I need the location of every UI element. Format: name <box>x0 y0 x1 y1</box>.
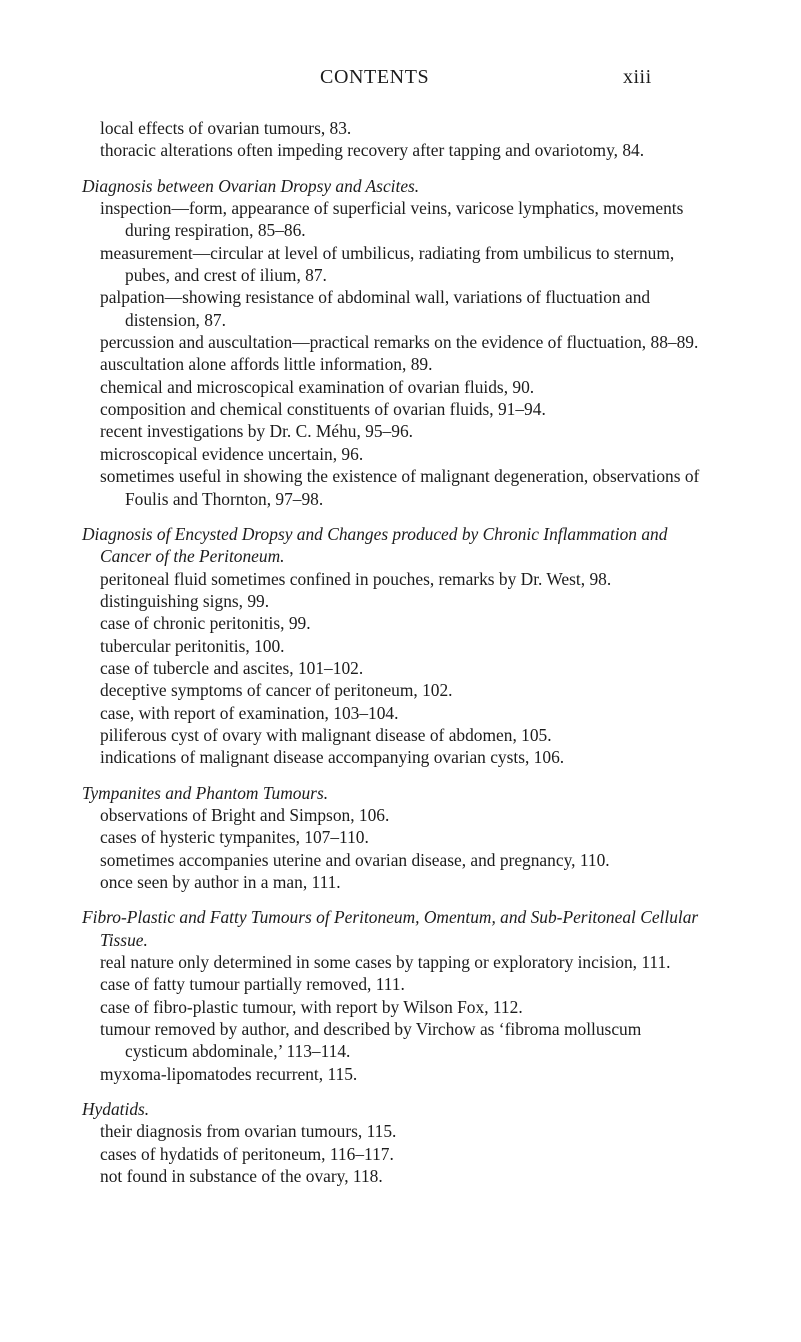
entry: microscopical evidence uncertain, 96. <box>100 443 364 464</box>
section-ovarian-dropsy-ascites <box>82 175 700 510</box>
entry: composition and chemical constituents of ovarian fluids, 91–94. <box>100 399 546 420</box>
entry: myxoma-lipomatodes recurrent, 115. <box>100 1063 358 1084</box>
entry: piliferous cyst of ovary with malignant disease of abdomen, 105. <box>100 724 552 745</box>
entry: observations of Bright and Simpson, 106. <box>100 804 390 825</box>
entry: thoracic alterations often impeding recovery after tapping and ovariotomy, 84. <box>100 140 645 161</box>
section-encysted-dropsy <box>82 523 700 769</box>
entry: auscultation alone affords little information, 89. <box>100 354 433 375</box>
entry: not found in substance of the ovary, 118. <box>100 1166 383 1187</box>
entry: case of chronic peritonitis, 99. <box>100 613 311 634</box>
entry: case of fatty tumour partially removed, 111. <box>100 974 405 995</box>
entry: tumour removed by author, and described by Virchow as ‘fibroma molluscum cysticum abdominale,’ 113–114. <box>100 1019 642 1062</box>
contents-body <box>82 117 700 1187</box>
section-tympanites <box>82 782 700 894</box>
entry: sometimes accompanies uterine and ovarian disease, and pregnancy, 110. <box>100 849 610 870</box>
section-heading: Fibro-Plastic and Fatty Tumours of Peritoneum, Omentum, and Sub-Peritoneal Cellular Tissue. <box>82 907 699 950</box>
section-fibro-plastic-tumours <box>82 906 700 1085</box>
entry: real nature only determined in some cases by tapping or exploratory incision, 111. <box>100 952 671 973</box>
entry: local effects of ovarian tumours, 83. <box>100 118 352 138</box>
entry: palpation—showing resistance of abdominal wall, variations of fluctuation and distension, 87. <box>100 287 651 330</box>
entry: cases of hydatids of peritoneum, 116–117. <box>100 1143 394 1164</box>
entry: measurement—circular at level of umbilicus, radiating from umbilicus to sternum, pubes, and crest of ilium, 87. <box>100 242 675 286</box>
entry: deceptive symptoms of cancer of peritoneum, 102. <box>100 680 453 701</box>
running-head <box>0 66 801 96</box>
section-heading: Hydatids. <box>82 1099 150 1120</box>
entry: their diagnosis from ovarian tumours, 115. <box>100 1121 397 1142</box>
entry: percussion and auscultation—practical remarks on the evidence of fluctuation, 88–89. <box>100 332 699 353</box>
entry: case, with report of examination, 103–104. <box>100 702 399 723</box>
entry: peritoneal fluid sometimes confined in pouches, remarks by Dr. West, 98. <box>100 568 612 589</box>
entry: case of fibro-plastic tumour, with report by Wilson Fox, 112. <box>100 996 523 1017</box>
entry: sometimes useful in showing the existence of malignant degeneration, observations of Foulis and Thornton, 97–98. <box>100 466 700 509</box>
page-number: xiii <box>623 66 652 88</box>
running-title: CONTENTS <box>320 66 430 88</box>
entry: case of tubercle and ascites, 101–102. <box>100 657 364 678</box>
entry: cases of hysteric tympanites, 107–110. <box>100 827 369 848</box>
entry: recent investigations by Dr. C. Méhu, 95–96. <box>100 421 413 442</box>
entry: chemical and microscopical examination of ovarian fluids, 90. <box>100 376 535 397</box>
section-hydatids <box>82 1098 700 1187</box>
entry: indications of malignant disease accompanying ovarian cysts, 106. <box>100 747 565 768</box>
section-heading: Diagnosis of Encysted Dropsy and Changes produced by Chronic Inflammation and Cancer of the Peritoneum. <box>82 523 668 567</box>
section-heading: Tympanites and Phantom Tumours. <box>82 782 329 803</box>
entry: distinguishing signs, 99. <box>100 590 270 611</box>
entry: once seen by author in a man, 111. <box>100 872 341 892</box>
entry: tubercular peritonitis, 100. <box>100 635 285 656</box>
entry: inspection—form, appearance of superficial veins, varicose lymphatics, movements during respiration, 85–86. <box>100 198 684 241</box>
lead-entries <box>100 117 700 162</box>
section-heading: Diagnosis between Ovarian Dropsy and Ascites. <box>82 175 420 196</box>
